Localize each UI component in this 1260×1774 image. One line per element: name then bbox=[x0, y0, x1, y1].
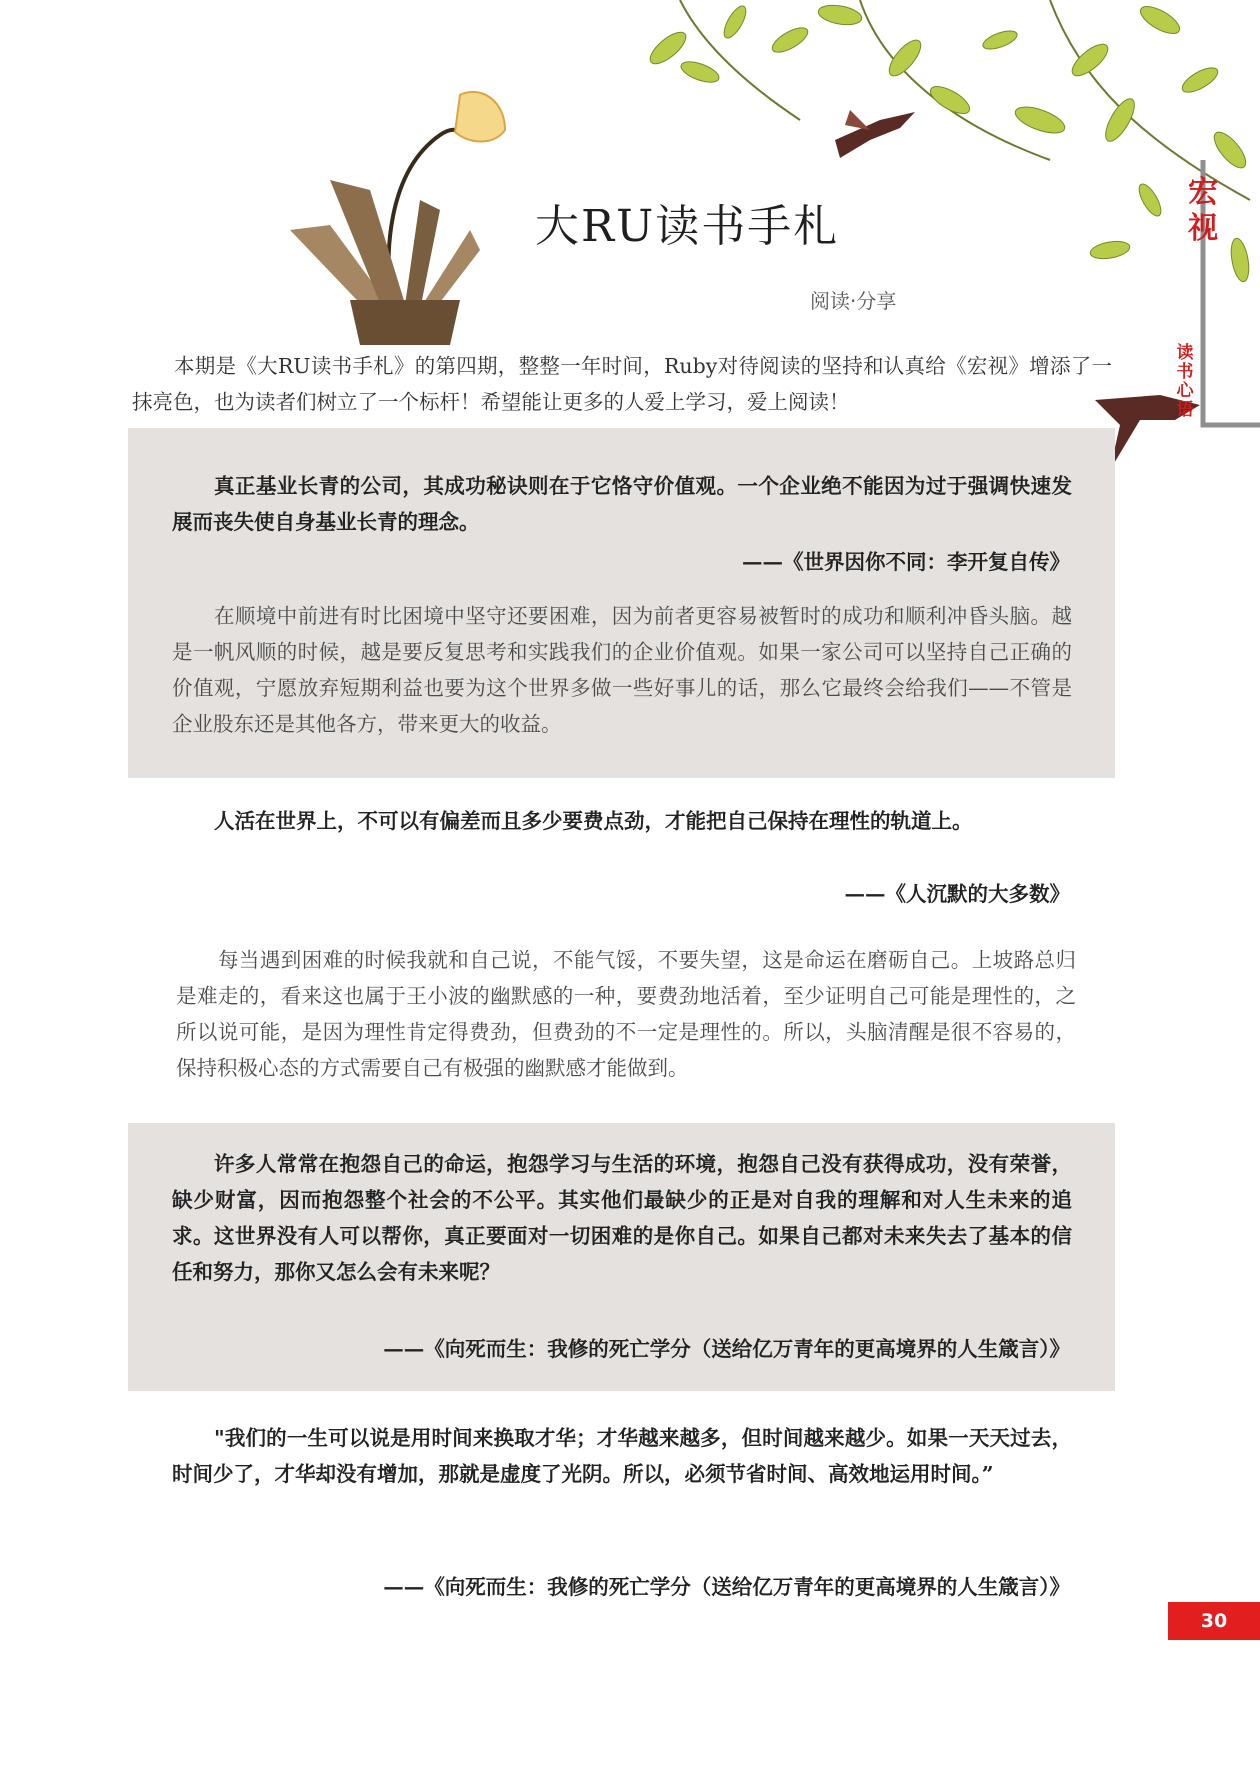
quote-text-3: 许多人常常在抱怨自己的命运，抱怨学习与生活的环境，抱怨自己没有获得成功，没有荣誉，缺少财富，因而抱怨整个社会的不公平。其实他们最缺少的正是对自我的理解和对人生未来的追求。这世界没有人可以帮你，真正要面对一切困难的是你自己。如果自己都对未来失去了基本的信任和努力，那你又怎么会有未来呢？ bbox=[172, 1152, 1072, 1284]
quote-source-4: ——《向死而生：我修的死亡学分（送给亿万青年的更高境界的人生箴言）》 bbox=[383, 1575, 1070, 1599]
page-number: 30 bbox=[1168, 1602, 1260, 1640]
quote-source-3: ——《向死而生：我修的死亡学分（送给亿万青年的更高境界的人生箴言）》 bbox=[383, 1337, 1070, 1361]
quote-text-2: 人活在世界上，不可以有偏差而且多少要费点劲，才能把自己保持在理性的轨道上。 bbox=[214, 809, 973, 833]
swallow-bird-icon bbox=[835, 110, 915, 158]
quote-comment-1: 在顺境中前进有时比困境中坚守还要困难，因为前者更容易被暂时的成功和顺利冲昏头脑。越是一帆风顺的时候，越是要反复思考和实践我们的企业价值观。如果一家公司可以坚持自己正确的价值观，宁愿放弃短期利益也要为这个世界多做一些好事儿的话，那么它最终会给我们——不管是企业股东还是其他各方，带来更大的收益。 bbox=[172, 604, 1072, 736]
page-subtitle: 阅读·分享 bbox=[810, 289, 897, 313]
intro-paragraph: 本期是《大RU读书手札》的第四期，整整一年时间，Ruby对待阅读的坚持和认真给《宏视》增添了一抹亮色，也为读者们树立了一个标杆！希望能让更多的人爱上学习，爱上阅读！ bbox=[132, 354, 1112, 414]
quote-text-4: "我们的一生可以说是用时间来换取才华；才华越来越多，但时间越来越少。如果一天天过去，时间少了，才华却没有增加，那就是虚度了光阴。所以，必须节省时间、高效地运用时间。” bbox=[172, 1426, 1072, 1486]
book-flower-icon bbox=[290, 92, 505, 345]
quote-source-1: ——《世界因你不同：李开复自传》 bbox=[742, 550, 1070, 574]
column-label: 读书心语 bbox=[1176, 343, 1194, 420]
page-title: 大RU读书手札 bbox=[535, 201, 840, 252]
section-label: 宏视 bbox=[1188, 175, 1218, 246]
quote-comment-2: 每当遇到困难的时候我就和自己说，不能气馁，不要失望，这是命运在磨砺自己。上坡路总归是难走的，看来这也属于王小波的幽默感的一种，要费劲地活着，至少证明自己可能是理性的，之所以说可能，是因为理性肯定得费劲，但费劲的不一定是理性的。所以，头脑清醒是很不容易的，保持积极心态的方式需要自己有极强的幽默感才能做到。 bbox=[176, 948, 1076, 1080]
quote-text-1: 真正基业长青的公司，其成功秘诀则在于它恪守价值观。一个企业绝不能因为过于强调快速发展而丧失使自身基业长青的理念。 bbox=[172, 474, 1072, 534]
quote-source-2: ——《人沉默的大多数》 bbox=[844, 882, 1070, 906]
